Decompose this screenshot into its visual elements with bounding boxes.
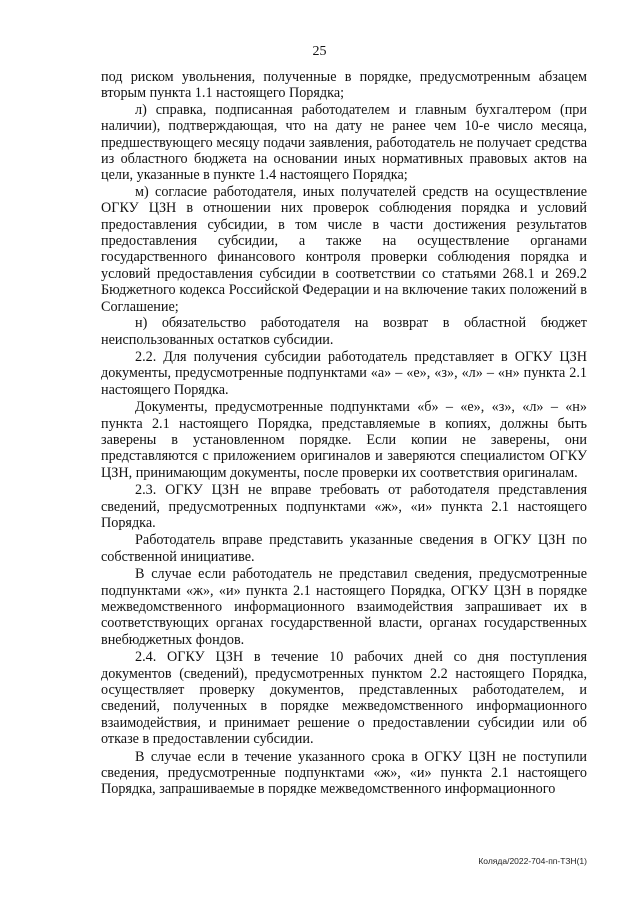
paragraph-item-m: м) согласие работодателя, иных получателей средств на осуществление ОГКУ ЦЗН в отношении них проверок соблюдения порядка и условий предоставления субсидии, в том числе в части достижения результатов предоставления субсидии, а также на осуществление органами государственного финансового контроля проверки соблюдения порядка и условий предоставления субсидии в соответствии со статьями 268.1 и 269.2 Бюджетного кодекса Российской Федерации и на включение таких положений в Соглашение;	[101, 183, 587, 315]
paragraph-2-4: 2.4. ОГКУ ЦЗН в течение 10 рабочих дней со дня поступления документов (сведений), предусмотренных пунктом 2.2 настоящего Порядка, осуществляет проверку документов, представленных работодателем, и сведений, полученных в порядке межведомственного информационного взаимодействия, и принимает решение о предоставлении субсидии или об отказе в предоставлении субсидии.	[101, 649, 587, 748]
paragraph-2-3: 2.3. ОГКУ ЦЗН не вправе требовать от работодателя представления сведений, предусмотренных подпунктами «ж», «и» пункта 2.1 настоящего Порядка.	[101, 482, 587, 531]
paragraph-item-n: н) обязательство работодателя на возврат в областной бюджет неиспользованных остатков субсидии.	[101, 315, 587, 348]
paragraph-deadline-case: В случае если в течение указанного срока в ОГКУ ЦЗН не поступили сведения, предусмотренные подпунктами «ж», «и» пункта 2.1 настоящего Порядка, запрашиваемые в порядке межведомственного информационного	[101, 748, 587, 798]
paragraph-documents-copies: Документы, предусмотренные подпунктами «б» – «е», «з», «л» – «н» пункта 2.1 настоящего Порядка, представляемые в копиях, должны быть заверены в установленном порядке. Если копии не заверены, они представляются с приложением оригиналов и заверяются специалистом ОГКУ ЦЗН, принимающим документы, после проверки их соответствия оригиналам.	[101, 399, 587, 481]
paragraph-employer-initiative: Работодатель вправе представить указанные сведения в ОГКУ ЦЗН по собственной инициативе.	[101, 532, 587, 565]
paragraph-item-l: л) справка, подписанная работодателем и главным бухгалтером (при наличии), подтверждающая, что на дату не ранее чем 10-е число месяца, предшествующего месяцу подачи заявления, работодатель не получает средства из областного бюджета на основании иных нормативных правовых актов на цели, указанные в пункте 1.4 настоящего Порядка;	[101, 101, 587, 184]
document-body	[101, 69, 587, 798]
paragraph-interagency-request: В случае если работодатель не представил сведения, предусмотренные подпунктами «ж», «и» пункта 2.1 настоящего Порядка, ОГКУ ЦЗН в порядке межведомственного информационного взаимодействия запрашивает их в соответствующих органах государственной власти, органах государственных внебюджетных фондов.	[101, 566, 587, 648]
page-number: 25	[312, 44, 327, 59]
paragraph-continuation: под риском увольнения, полученные в порядке, предусмотренным абзацем вторым пункта 1.1 настоящего Порядка;	[101, 69, 587, 102]
paragraph-2-2: 2.2. Для получения субсидии работодатель представляет в ОГКУ ЦЗН документы, предусмотренные подпунктами «а» – «е», «з», «л» – «н» пункта 2.1 настоящего Порядка.	[101, 348, 587, 398]
document-footer-code: Колядa/2022-704-пп-ТЗН(1)	[478, 856, 587, 866]
